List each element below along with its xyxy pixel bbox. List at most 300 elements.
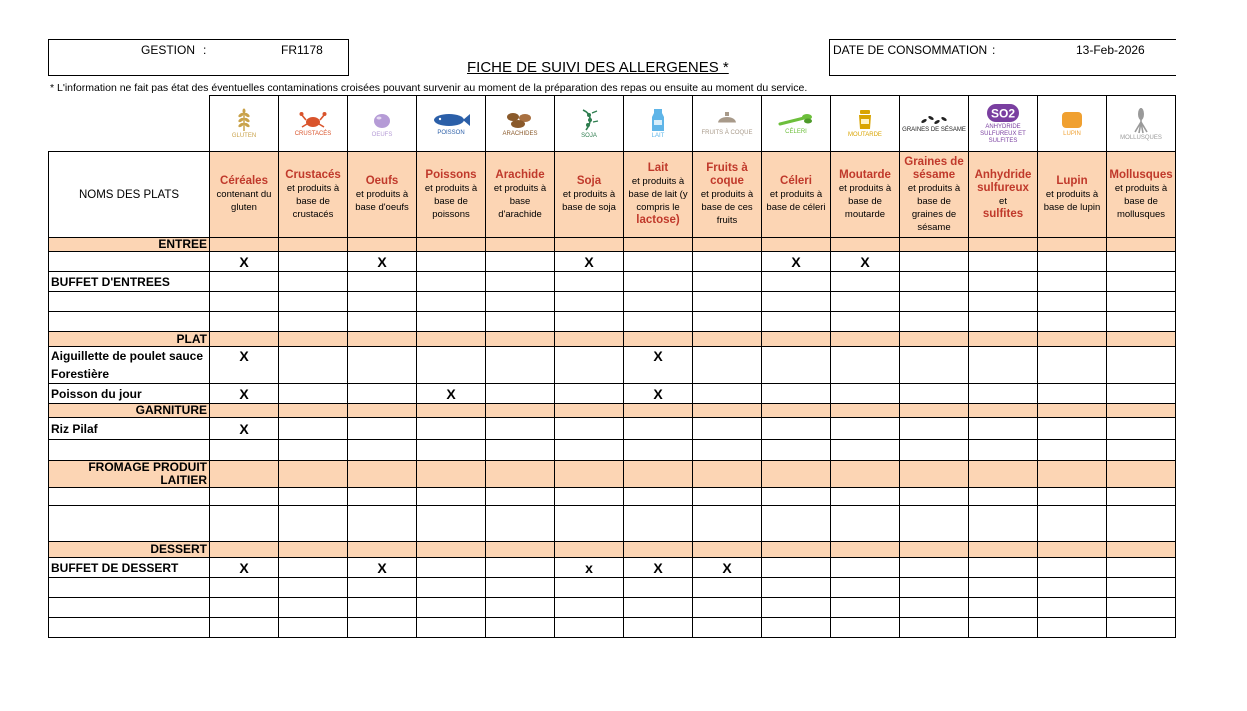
- allergen-mark-cell: [210, 598, 279, 618]
- section-cell: [555, 238, 624, 252]
- allergen-mark-cell: [831, 488, 900, 506]
- section-cell: [900, 542, 969, 558]
- allergen-mark-cell: X: [693, 558, 762, 578]
- section-cell: [1038, 542, 1107, 558]
- allergen-header-mollusques: [1107, 152, 1176, 238]
- allergen-header-row: [49, 152, 1176, 238]
- allergen-mark-cell: [624, 440, 693, 461]
- allergen-mark-cell: [900, 598, 969, 618]
- allergen-mark-cell: [693, 618, 762, 638]
- allergen-mark-cell: [210, 488, 279, 506]
- allergen-header-moutarde: [831, 152, 900, 238]
- nut-icon: [693, 111, 761, 129]
- allergen-mark-cell: [279, 252, 348, 272]
- dish-name: Riz Pilaf: [49, 418, 210, 440]
- dish-name: [49, 440, 210, 461]
- section-cell: [279, 461, 348, 488]
- allergen-mark-cell: [624, 488, 693, 506]
- allergen-mark-cell: [486, 418, 555, 440]
- allergen-mark-cell: X: [555, 252, 624, 272]
- allergen-mark-cell: [1107, 252, 1176, 272]
- crab-icon-caption: CRUSTACÉS: [294, 130, 332, 137]
- allergen-mark-cell: [693, 440, 762, 461]
- section-cell: [900, 238, 969, 252]
- allergen-description: et produits à base de mollusques: [1114, 182, 1168, 220]
- allergen-mark-cell: [969, 418, 1038, 440]
- gluten-icon-cell: [210, 96, 279, 152]
- allergen-mark-cell: X: [762, 252, 831, 272]
- milk-icon-cell: [624, 96, 693, 152]
- allergen-header-cereales: [210, 152, 279, 238]
- section-cell: [1107, 238, 1176, 252]
- allergen-mark-cell: [762, 312, 831, 332]
- allergen-mark-cell: [210, 272, 279, 292]
- section-cell: [693, 332, 762, 347]
- section-cell: [624, 542, 693, 558]
- section-cell: [486, 404, 555, 418]
- allergen-mark-cell: [969, 578, 1038, 598]
- allergen-mark-cell: X: [348, 558, 417, 578]
- allergen-name: Céleri: [780, 175, 812, 187]
- allergen-mark-cell: [555, 440, 624, 461]
- allergen-mark-cell: X: [210, 418, 279, 440]
- gestion-separator: :: [203, 43, 207, 57]
- allergen-mark-cell: [417, 506, 486, 542]
- allergen-mark-cell: [624, 578, 693, 598]
- allergen-mark-cell: [1038, 506, 1107, 542]
- allergen-mark-cell: [555, 506, 624, 542]
- allergen-name: Arachide: [495, 168, 545, 181]
- allergen-mark-cell: [348, 347, 417, 384]
- section-cell: [1107, 404, 1176, 418]
- allergen-mark-cell: [831, 578, 900, 598]
- section-cell: [555, 461, 624, 488]
- allergen-mark-cell: [417, 418, 486, 440]
- section-cell: [831, 404, 900, 418]
- section-cell: [417, 238, 486, 252]
- allergen-mark-cell: [1038, 598, 1107, 618]
- allergen-mark-cell: [417, 618, 486, 638]
- dish-name: [49, 292, 210, 312]
- allergen-mark-cell: [486, 558, 555, 578]
- allergen-mark-cell: [693, 506, 762, 542]
- dish-row: [49, 252, 1176, 272]
- section-cell: [279, 332, 348, 347]
- allergen-description: et produits à base de soja: [562, 189, 616, 213]
- date-box: [829, 39, 1176, 76]
- nut-icon-caption: FRUITS À COQUE: [701, 129, 753, 136]
- gluten-icon-caption: GLUTEN: [231, 132, 257, 139]
- section-cell: [417, 404, 486, 418]
- allergen-mark-cell: [969, 488, 1038, 506]
- section-cell: [210, 332, 279, 347]
- dish-name: [49, 618, 210, 638]
- dish-row: [49, 506, 1176, 542]
- allergen-mark-cell: [279, 272, 348, 292]
- gestion-label: GESTION: [141, 43, 196, 57]
- section-cell: [831, 461, 900, 488]
- allergen-mark-cell: [831, 292, 900, 312]
- section-cell: [486, 461, 555, 488]
- icon-row: [49, 96, 1176, 152]
- allergen-mark-cell: [555, 312, 624, 332]
- allergen-mark-cell: X: [624, 558, 693, 578]
- section-cell: [1038, 332, 1107, 347]
- allergen-mark-cell: [900, 578, 969, 598]
- section-cell: [693, 404, 762, 418]
- allergen-mark-cell: [693, 252, 762, 272]
- section-cell: [762, 404, 831, 418]
- section-cell: [279, 404, 348, 418]
- section-cell: [969, 332, 1038, 347]
- section-cell: [279, 542, 348, 558]
- allergen-mark-cell: [762, 440, 831, 461]
- section-cell: [624, 461, 693, 488]
- section-cell: [900, 461, 969, 488]
- allergen-mark-cell: [279, 506, 348, 542]
- allergen-mark-cell: [279, 292, 348, 312]
- allergen-description-tail: sulfites: [982, 207, 1024, 220]
- allergen-description: et produits à base de graines de sésame: [907, 182, 961, 233]
- allergen-mark-cell: X: [210, 558, 279, 578]
- allergen-mark-cell: [624, 252, 693, 272]
- corner-cell: [49, 96, 210, 152]
- peanut-icon-cell: [486, 96, 555, 152]
- peanut-icon: [486, 110, 554, 130]
- section-cell: [624, 238, 693, 252]
- allergen-mark-cell: [1107, 272, 1176, 292]
- allergen-mark-cell: [348, 506, 417, 542]
- allergen-mark-cell: [210, 578, 279, 598]
- allergen-header-graines-de-sesame: [900, 152, 969, 238]
- section-cell: [348, 404, 417, 418]
- section-label: DESSERT: [49, 542, 210, 558]
- allergen-mark-cell: [1107, 440, 1176, 461]
- allergen-mark-cell: [900, 488, 969, 506]
- allergen-mark-cell: [279, 312, 348, 332]
- gestion-box: [48, 39, 349, 76]
- allergen-header-arachide: [486, 152, 555, 238]
- allergen-mark-cell: [348, 578, 417, 598]
- allergen-mark-cell: X: [210, 252, 279, 272]
- so2-icon-cell: [969, 96, 1038, 152]
- allergen-mark-cell: [279, 384, 348, 404]
- allergen-mark-cell: [969, 292, 1038, 312]
- allergen-mark-cell: [1107, 312, 1176, 332]
- section-cell: [1107, 332, 1176, 347]
- gluten-icon: [210, 108, 278, 132]
- dish-name: [49, 252, 210, 272]
- allergen-mark-cell: [486, 440, 555, 461]
- dish-name: Aiguillette de poulet sauce Forestière: [49, 347, 210, 384]
- fish-icon-cell: [417, 96, 486, 152]
- allergen-description: et produits à base de céleri: [766, 189, 826, 213]
- milk-icon-caption: LAIT: [651, 132, 665, 139]
- allergen-mark-cell: [624, 272, 693, 292]
- allergen-mark-cell: [1107, 578, 1176, 598]
- allergen-description: contenant du gluten: [216, 189, 272, 213]
- allergen-mark-cell: [762, 384, 831, 404]
- section-cell: [1107, 542, 1176, 558]
- allergen-mark-cell: [555, 272, 624, 292]
- dish-row: [49, 312, 1176, 332]
- section-cell: [486, 238, 555, 252]
- allergen-mark-cell: [1107, 488, 1176, 506]
- allergen-mark-cell: [693, 418, 762, 440]
- allergen-name: Lupin: [1056, 175, 1088, 187]
- allergen-mark-cell: [969, 384, 1038, 404]
- section-cell: [348, 332, 417, 347]
- section-cell: [417, 332, 486, 347]
- allergen-description: et produits à base de lupin: [1043, 189, 1101, 213]
- allergen-mark-cell: [1107, 618, 1176, 638]
- mustard-icon-cell: [831, 96, 900, 152]
- section-cell: [1107, 461, 1176, 488]
- allergen-mark-cell: [1038, 440, 1107, 461]
- mollusc-icon: [1107, 106, 1175, 134]
- fish-icon-caption: POISSON: [437, 129, 465, 136]
- allergen-mark-cell: [279, 578, 348, 598]
- disclaimer-note: * L'information ne fait pas état des éventuelles contaminations croisées pouvant survenir au moment de la préparation des repas ou ensuite au moment du service.: [50, 82, 808, 94]
- mollusc-icon-caption: MOLLUSQUES: [1120, 134, 1162, 141]
- allergen-mark-cell: [348, 598, 417, 618]
- allergen-mark-cell: [555, 418, 624, 440]
- allergen-mark-cell: [831, 506, 900, 542]
- section-row-plat: [49, 332, 1176, 347]
- allergen-mark-cell: [486, 272, 555, 292]
- sesame-icon-caption: GRAINES DE SÉSAME: [902, 126, 966, 133]
- dish-name: BUFFET DE DESSERT: [49, 558, 210, 578]
- soy-icon-caption: SOJA: [581, 132, 597, 139]
- mustard-icon-caption: MOUTARDE: [848, 131, 882, 138]
- section-row-fromage-produit-laitier: [49, 461, 1176, 488]
- allergen-mark-cell: [900, 618, 969, 638]
- allergen-mark-cell: [900, 272, 969, 292]
- dish-row: [49, 488, 1176, 506]
- allergen-mark-cell: [831, 440, 900, 461]
- section-cell: [555, 404, 624, 418]
- section-cell: [831, 542, 900, 558]
- allergen-description: et produits à base de crustacés: [286, 182, 340, 220]
- section-cell: [417, 461, 486, 488]
- allergen-mark-cell: [486, 488, 555, 506]
- allergen-mark-cell: [348, 384, 417, 404]
- page-title: FICHE DE SUIVI DES ALLERGENES *: [467, 59, 729, 76]
- dish-row: [49, 347, 1176, 384]
- allergen-mark-cell: [486, 598, 555, 618]
- allergen-mark-cell: [831, 384, 900, 404]
- allergen-mark-cell: [555, 618, 624, 638]
- dish-name: Poisson du jour: [49, 384, 210, 404]
- allergen-header-celeri: [762, 152, 831, 238]
- allergen-mark-cell: [279, 347, 348, 384]
- allergen-mark-cell: [693, 312, 762, 332]
- allergen-mark-cell: [762, 292, 831, 312]
- egg-icon-caption: OEUFS: [371, 131, 393, 138]
- allergen-mark-cell: [1107, 384, 1176, 404]
- allergen-mark-cell: [693, 292, 762, 312]
- egg-icon: [348, 109, 416, 131]
- allergen-mark-cell: [900, 506, 969, 542]
- allergen-mark-cell: [1107, 347, 1176, 384]
- allergen-mark-cell: [762, 578, 831, 598]
- allergen-mark-cell: [555, 384, 624, 404]
- section-cell: [1038, 238, 1107, 252]
- sesame-icon-cell: [900, 96, 969, 152]
- allergen-mark-cell: [486, 618, 555, 638]
- allergen-mark-cell: [900, 292, 969, 312]
- allergen-mark-cell: X: [417, 384, 486, 404]
- lupin-icon: [1038, 110, 1106, 130]
- allergen-mark-cell: [762, 488, 831, 506]
- section-cell: [762, 461, 831, 488]
- dish-row: [49, 292, 1176, 312]
- section-cell: [624, 332, 693, 347]
- section-cell: [900, 404, 969, 418]
- allergen-mark-cell: [1038, 272, 1107, 292]
- allergen-mark-cell: [417, 272, 486, 292]
- crab-icon: [279, 110, 347, 130]
- allergen-name: Anhydride sulfureux: [974, 168, 1032, 194]
- allergen-mark-cell: [486, 578, 555, 598]
- allergen-mark-cell: [1038, 418, 1107, 440]
- egg-icon-cell: [348, 96, 417, 152]
- allergen-mark-cell: [1038, 488, 1107, 506]
- crab-icon-cell: [279, 96, 348, 152]
- dish-name: [49, 598, 210, 618]
- allergen-description: et produits à base d'arachide: [493, 182, 547, 220]
- so2-icon: [969, 103, 1037, 123]
- allergen-mark-cell: [417, 578, 486, 598]
- allergen-mark-cell: [831, 272, 900, 292]
- section-cell: [348, 238, 417, 252]
- allergen-mark-cell: [762, 506, 831, 542]
- soy-icon: [555, 108, 623, 132]
- allergen-mark-cell: [486, 384, 555, 404]
- allergen-mark-cell: X: [831, 252, 900, 272]
- section-cell: [210, 542, 279, 558]
- allergen-mark-cell: [762, 558, 831, 578]
- allergen-mark-cell: [969, 558, 1038, 578]
- allergen-mark-cell: [486, 252, 555, 272]
- section-cell: [210, 461, 279, 488]
- allergen-name: Poissons: [425, 168, 477, 181]
- allergen-mark-cell: [348, 272, 417, 292]
- allergen-mark-cell: [279, 618, 348, 638]
- allergen-mark-cell: [831, 618, 900, 638]
- allergen-mark-cell: [831, 312, 900, 332]
- allergen-mark-cell: [417, 488, 486, 506]
- allergen-header-anhydride-sulfureux: [969, 152, 1038, 238]
- allergen-mark-cell: [624, 506, 693, 542]
- allergen-name: Soja: [576, 175, 602, 187]
- allergen-mark-cell: [555, 598, 624, 618]
- allergen-mark-cell: [624, 598, 693, 618]
- dish-row: [49, 578, 1176, 598]
- dish-name: BUFFET D'ENTREES: [49, 272, 210, 292]
- allergen-mark-cell: X: [624, 384, 693, 404]
- section-label: ENTREE: [49, 238, 210, 252]
- section-label: FROMAGE PRODUIT LAITIER: [49, 461, 210, 488]
- allergen-mark-cell: [1038, 618, 1107, 638]
- celery-icon-cell: [762, 96, 831, 152]
- allergen-mark-cell: [348, 292, 417, 312]
- allergen-mark-cell: [624, 618, 693, 638]
- section-cell: [486, 332, 555, 347]
- section-cell: [693, 542, 762, 558]
- allergen-mark-cell: [417, 347, 486, 384]
- allergen-mark-cell: [555, 347, 624, 384]
- allergen-mark-cell: [624, 418, 693, 440]
- allergen-mark-cell: [417, 598, 486, 618]
- allergen-mark-cell: [969, 312, 1038, 332]
- section-row-dessert: [49, 542, 1176, 558]
- allergen-name: Céréales: [220, 175, 268, 187]
- allergen-mark-cell: [417, 292, 486, 312]
- fish-icon: [417, 111, 485, 129]
- allergen-mark-cell: [555, 488, 624, 506]
- allergen-mark-cell: [279, 488, 348, 506]
- allergen-mark-cell: [624, 312, 693, 332]
- allergen-name: Fruits à coque: [706, 162, 748, 187]
- allergen-mark-cell: [348, 418, 417, 440]
- allergen-mark-cell: [969, 618, 1038, 638]
- allergen-mark-cell: [1038, 558, 1107, 578]
- allergen-mark-cell: [900, 252, 969, 272]
- allergen-name: Crustacés: [285, 168, 341, 181]
- allergen-mark-cell: [486, 292, 555, 312]
- section-cell: [762, 238, 831, 252]
- allergen-description: et produits à base de poissons: [424, 182, 478, 220]
- section-cell: [210, 404, 279, 418]
- allergen-mark-cell: [348, 312, 417, 332]
- allergen-description: et produits à base de moutarde: [838, 182, 892, 220]
- allergen-mark-cell: [693, 488, 762, 506]
- allergen-mark-cell: [348, 488, 417, 506]
- allergen-mark-cell: X: [624, 347, 693, 384]
- allergen-mark-cell: [555, 578, 624, 598]
- allergen-mark-cell: [1107, 598, 1176, 618]
- allergen-description: et produits à base de lait (y compris le: [628, 176, 688, 213]
- section-cell: [831, 238, 900, 252]
- allergen-description: et produits à base d'oeufs: [355, 189, 409, 213]
- allergen-header-poissons: [417, 152, 486, 238]
- section-cell: [555, 542, 624, 558]
- allergen-name: Moutarde: [839, 168, 891, 181]
- section-cell: [555, 332, 624, 347]
- allergen-mark-cell: [900, 440, 969, 461]
- allergen-mark-cell: [762, 618, 831, 638]
- allergen-name: Lait: [647, 162, 669, 174]
- section-cell: [693, 238, 762, 252]
- allergen-mark-cell: [417, 558, 486, 578]
- allergen-header-fruits-a-coque: [693, 152, 762, 238]
- allergen-mark-cell: [969, 252, 1038, 272]
- allergen-mark-cell: [900, 347, 969, 384]
- allergen-header-lait: [624, 152, 693, 238]
- date-label: DATE DE CONSOMMATION: [833, 43, 988, 57]
- allergen-mark-cell: [1038, 252, 1107, 272]
- date-value: 13-Feb-2026: [1076, 43, 1145, 57]
- section-label: GARNITURE: [49, 404, 210, 418]
- allergen-header-soja: [555, 152, 624, 238]
- allergen-mark-cell: [210, 440, 279, 461]
- allergen-mark-cell: [1038, 292, 1107, 312]
- section-row-entree: [49, 238, 1176, 252]
- dish-row: [49, 440, 1176, 461]
- allergen-mark-cell: [210, 292, 279, 312]
- section-cell: [486, 542, 555, 558]
